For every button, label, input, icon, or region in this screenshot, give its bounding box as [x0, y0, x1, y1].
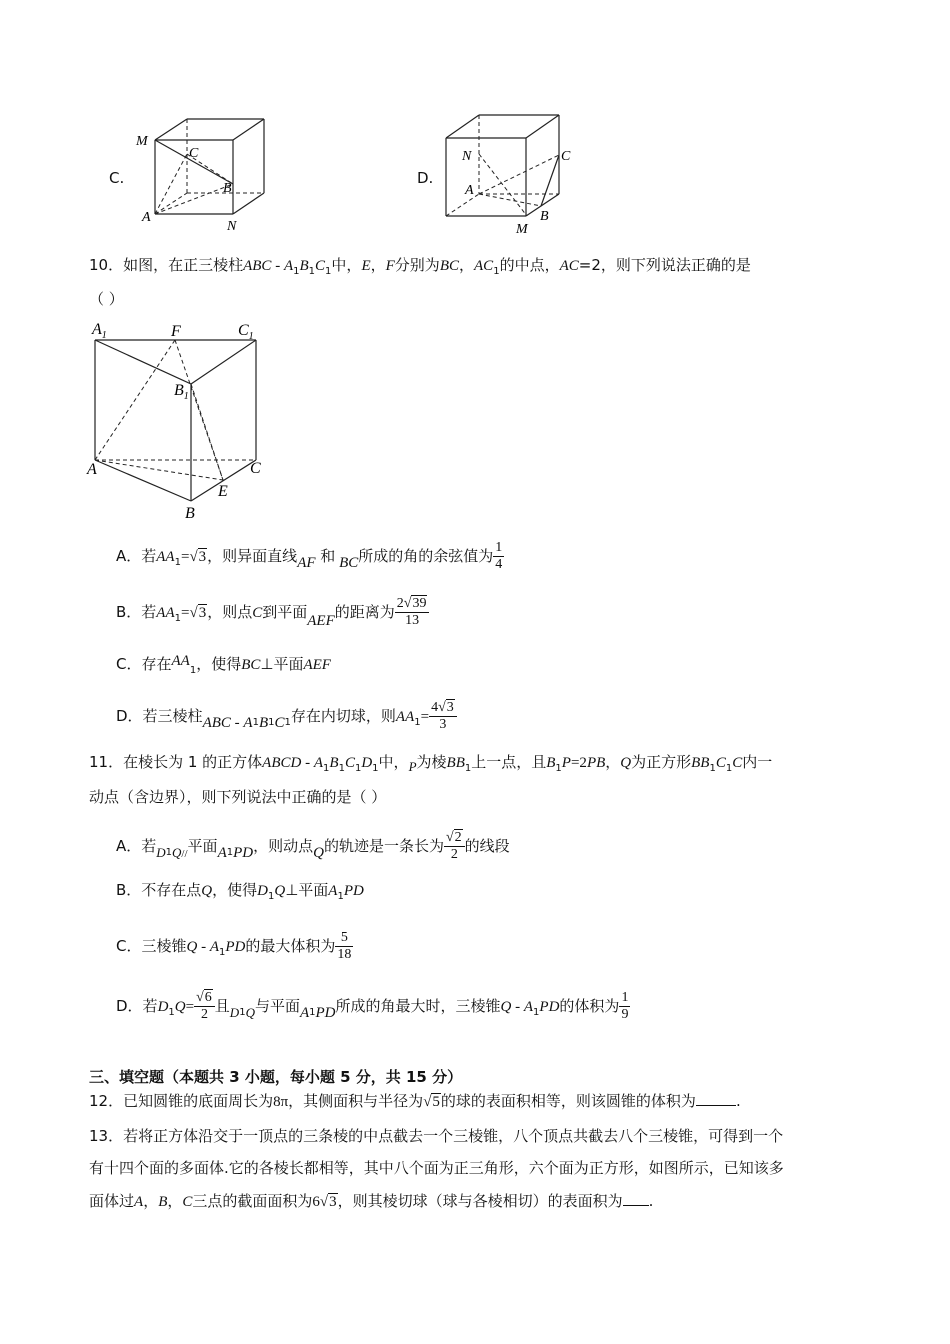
label-e: E	[218, 483, 228, 500]
q10-option-b: B．若$AA_1=√3$，则点C到平面AEF的距离为 $\frac{2√39}{13}$	[116, 596, 429, 632]
cube-figure-c	[130, 110, 280, 235]
q10-option-d: D．若三棱柱ABC - $A_1B_1C_1$存在内切球，则$AA_1=$ $\frac{4√3}{3}$	[116, 700, 457, 734]
label-f: F	[171, 323, 181, 340]
option-c-figure-label: C.	[109, 169, 125, 187]
answer-blank-13[interactable]	[623, 1191, 649, 1206]
label-b: B	[185, 505, 195, 522]
question-11-stem: 11．在棱长为 1 的正方体ABCD - $A_1B_1C_1D_1$中，P为棱$BB_1$上一点，且$B_1P=2PB$，Q为正方形$BB_1C_1C$内一	[89, 753, 773, 774]
q11-option-b: B．不存在点Q，使得$D_1Q\perp$平面$A_1PD$	[116, 881, 364, 902]
question-13-line2: 有十四个面的多面体.它的各棱长都相等，其中八个面为正三角形，六个面为正方形，如图所示，已知该多	[89, 1159, 784, 1177]
q11-option-d: D．若$D_1Q=$ $\frac{√6}{2}$ 且$D_1Q$与平面$A_1PD$所成的角最大时，三棱锥Q - $A_1PD$的体积为 $\frac{1}{9}$	[116, 990, 629, 1022]
q10-option-c: C．存在$AA_1$，使得BC⊥平面AEF	[116, 653, 331, 676]
label-a: A	[465, 183, 474, 198]
label-b1: $B_1$	[174, 382, 189, 402]
section-3-heading: 三、填空题（本题共 3 小题，每小题 5 分，共 15 分）	[89, 1068, 463, 1086]
label-c: C	[250, 460, 261, 477]
label-a: A	[87, 461, 97, 478]
question-13-line3: 面体过A，B，C三点的截面面积为6√3，则其棱切球（球与各棱相切）的表面积为 .	[89, 1192, 654, 1210]
question-10-paren: （ ）	[89, 290, 124, 308]
q11-option-a: A．若$D_1Q_{//}$平面$A_1PD$，则动点Q的轨迹是一条长为 $\frac{√2}{2}$ 的线段	[116, 830, 510, 862]
q11-option-c: C．三棱锥Q - $A_1PD$的最大体积为 $\frac{5}{18}$	[116, 930, 352, 962]
question-11-stem-line2: 动点（含边界），则下列说法中正确的是（ ）	[89, 788, 387, 806]
question-12: 12．已知圆锥的底面周长为8π，其侧面积与半径为√5的球的表面积相等，则该圆锥的体积为 .	[89, 1092, 741, 1110]
label-c: C	[561, 149, 571, 164]
answer-blank-12[interactable]	[696, 1091, 736, 1106]
label-c: C	[189, 146, 199, 161]
label-b: B	[540, 209, 549, 224]
label-m: M	[516, 222, 528, 235]
label-b: B	[223, 181, 232, 196]
question-10-stem: 10．如图，在正三棱柱ABC - $A_1B_1C_1$中，E，F分别为BC，$AC_1$的中点，AC=2，则下列说法正确的是	[89, 256, 751, 277]
prism-figure	[85, 318, 275, 523]
label-a: A	[142, 210, 151, 225]
question-13-line1: 13．若将正方体沿交于一顶点的三条棱的中点截去一个三棱锥，八个顶点共截去八个三棱锥，可得到一个	[89, 1127, 784, 1145]
option-d-figure-label: D.	[417, 169, 434, 187]
label-m: M	[136, 134, 148, 149]
label-c1: $C_1$	[238, 322, 254, 342]
cube-figure-d	[436, 110, 586, 235]
label-n: N	[227, 219, 237, 234]
q10-option-a: A．若$AA_1=√3$，则异面直线AF 和 BC所成的角的余弦值为 $\frac{1}{4}$	[116, 540, 503, 572]
label-n: N	[462, 149, 472, 164]
label-a1: $A_1$	[92, 321, 107, 341]
